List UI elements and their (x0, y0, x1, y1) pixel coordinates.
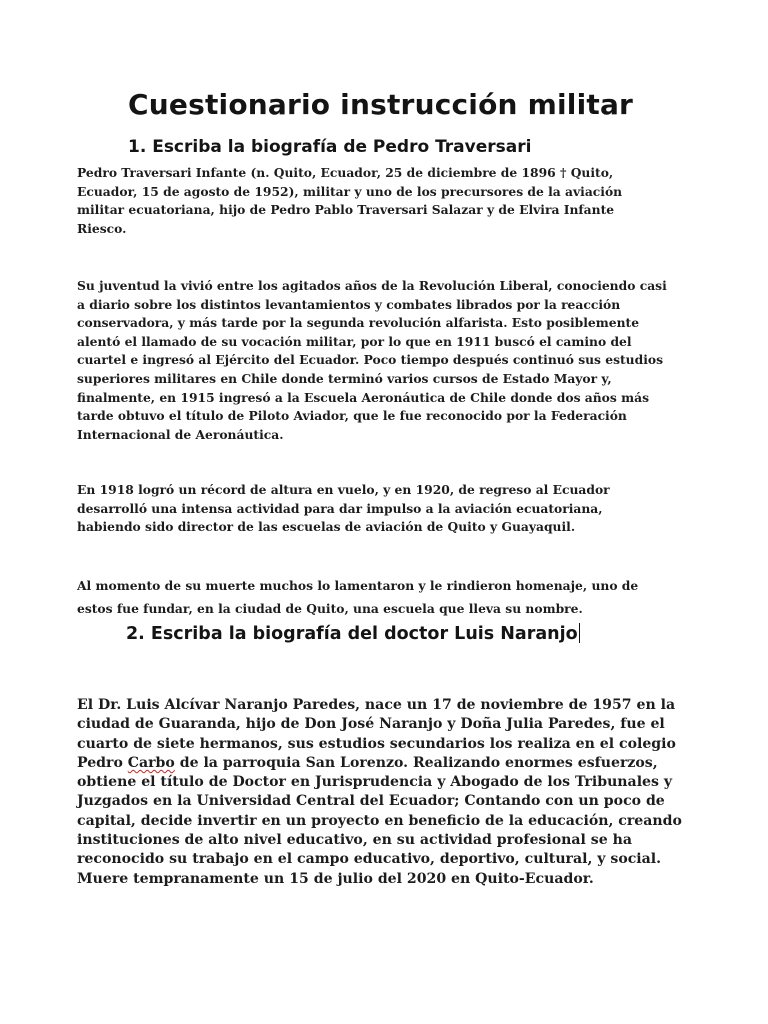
text-line: Juzgados en la Universidad Central del Ecuador; Contando con un poco de (77, 793, 665, 810)
spellcheck-flagged-word[interactable]: Carbo (127, 754, 175, 771)
text-cursor (579, 623, 580, 643)
text-line: tarde obtuvo el título de Piloto Aviador, que le fue reconocido por la Federación (77, 408, 627, 424)
text-line: instituciones de alto nivel educativo, en su actividad profesional se ha (77, 832, 632, 849)
text-line: ciudad de Guaranda, hijo de Don José Naranjo y Doña Julia Paredes, fue el (77, 716, 665, 733)
text-line: Internacional de Aeronáutica. (77, 426, 284, 442)
text-line: Riesco. (77, 220, 127, 236)
text-line: En 1918 logró un récord de altura en vuelo, y en 1920, de regreso al Ecuador (77, 482, 610, 497)
document-title: Cuestionario instrucción militar (128, 88, 634, 121)
traversari-paragraph-4 (77, 574, 638, 620)
text-line: superiores militares en Chile donde terminó varios cursos de Estado Mayor y, (77, 370, 612, 386)
question-2-heading[interactable] (126, 623, 580, 644)
text-line: Al momento de su muerte muchos lo lamentaron y le rindieron homenaje, uno de (77, 578, 639, 593)
text-line: cuartel e ingresó al Ejército del Ecuador. Poco tiempo después continuó sus estudios (77, 352, 664, 368)
text-line: habiendo sido director de las escuelas de aviación de Quito y Guayaquil. (77, 519, 576, 535)
naranjo-paragraph (77, 696, 682, 889)
text-line: Su juventud la vivió entre los agitados años de la Revolución Liberal, conociendo casi (77, 278, 667, 293)
text-line: conservadora, y más tarde por la segunda revolución alfarista. Esto posiblemente (77, 315, 640, 331)
traversari-paragraph-2 (77, 277, 667, 444)
text-fragment: Pedro (77, 754, 128, 771)
text-line: capital, decide invertir en un proyecto en beneficio de la educación, creando (77, 812, 682, 829)
text-line: a diario sobre los distintos levantamientos y combates librados por la reacción (77, 296, 621, 312)
text-line: alentó el llamado de su vocación militar, por lo que en 1911 buscó el camino del (77, 333, 632, 349)
question-2-heading-text: 2. Escriba la biografía del doctor Luis Naranjo (126, 624, 578, 644)
text-line: militar ecuatoriana, hijo de Pedro Pablo Traversari Salazar y de Elvira Infante (77, 202, 615, 218)
text-line: Muere tempranamente un 15 de julio del 2020 en Quito-Ecuador. (77, 870, 594, 887)
text-line: estos fue fundar, en la ciudad de Quito, una escuela que lleva su nombre. (77, 601, 583, 616)
text-line: desarrolló una intensa actividad para dar impulso a la aviación ecuatoriana, (77, 500, 603, 516)
text-line: El Dr. Luis Alcívar Naranjo Paredes, nace un 17 de noviembre de 1957 en la (77, 697, 676, 713)
text-line: cuarto de siete hermanos, sus estudios secundarios los realiza en el colegio (77, 735, 676, 752)
text-line: finalmente, en 1915 ingresó a la Escuela Aeronáutica de Chile donde dos años más (77, 389, 649, 405)
traversari-paragraph-1 (77, 164, 622, 238)
traversari-paragraph-3 (77, 481, 610, 537)
text-line (77, 754, 682, 773)
text-line: Ecuador, 15 de agosto de 1952), militar y uno de los precursores de la aviación (77, 183, 623, 199)
question-1-heading: 1. Escriba la biografía de Pedro Traversari (128, 137, 532, 157)
text-fragment: de la parroquia San Lorenzo. Realizando enormes esfuerzos, (174, 754, 658, 771)
text-line: reconocido su trabajo en el campo educativo, deportivo, cultural, y social. (77, 851, 662, 868)
text-line: obtiene el título de Doctor en Jurisprudencia y Abogado de los Tribunales y (77, 774, 673, 791)
text-line: Pedro Traversari Infante (n. Quito, Ecuador, 25 de diciembre de 1896 † Quito, (77, 165, 614, 180)
